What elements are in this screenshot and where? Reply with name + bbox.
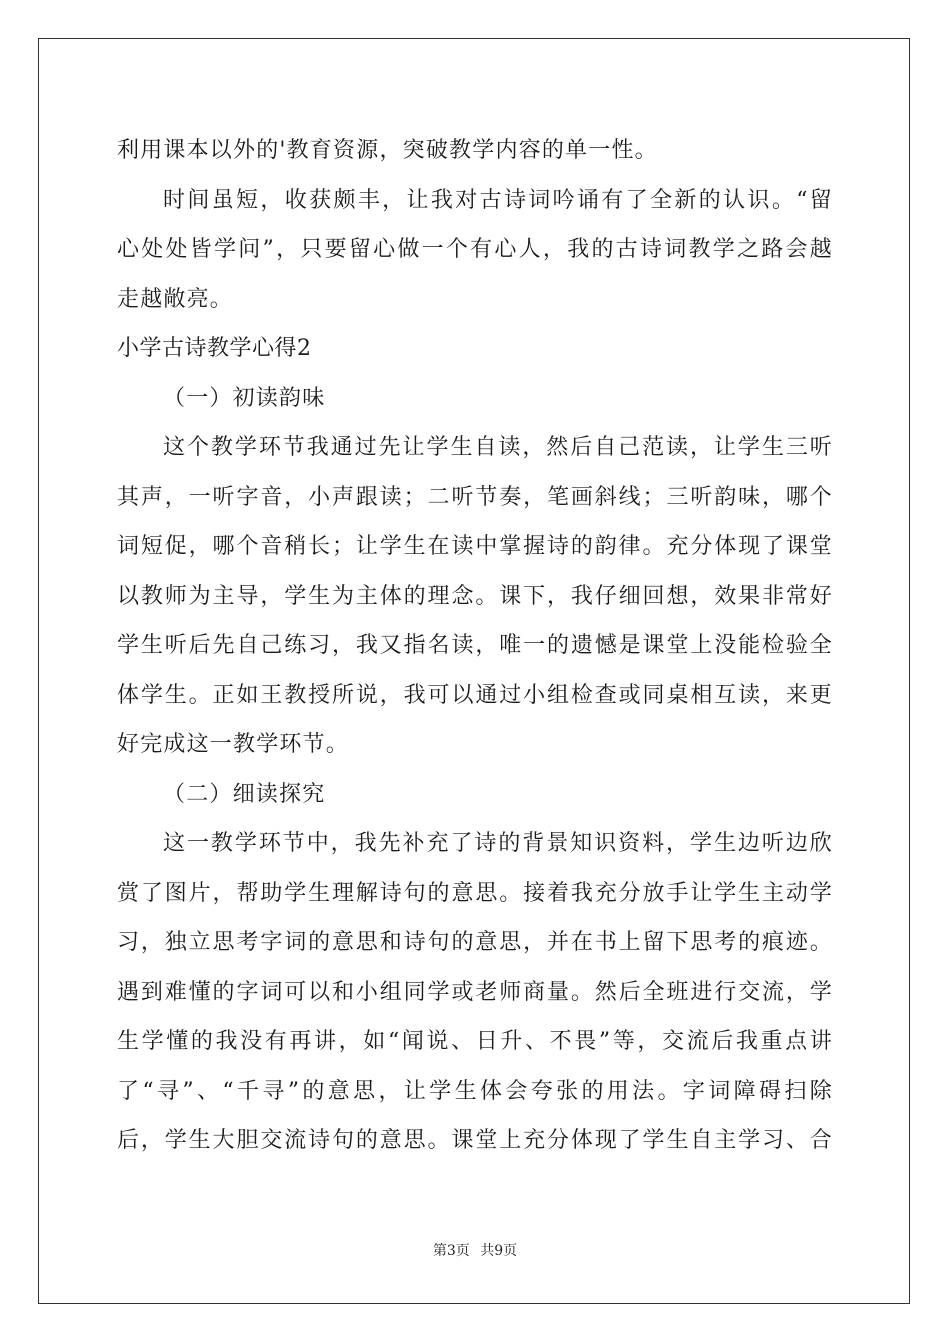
text-line-19: 生学懂的我没有再讲，如“闻说、日升、不畏”等，交流后我重点讲 (117, 1029, 833, 1054)
text-line-16: 赏了图片，帮助学生理解诗句的意思。接着我充分放手让学生主动学 (117, 880, 833, 906)
section-title: 小学古诗教学心得2 (117, 336, 312, 361)
document-body (117, 126, 833, 1166)
text-line-20: 了“寻”、“千寻”的意思，让学生体会夸张的用法。字词障碍扫除 (117, 1078, 833, 1104)
text-line-18: 遇到难懂的字词可以和小组同学或老师商量。然后全班进行交流，学 (117, 979, 833, 1005)
text-line-9: 词短促，哪个音稍长；让学生在读中掌握诗的韵律。充分体现了课堂 (117, 534, 833, 559)
page-footer (0, 1240, 950, 1260)
text-line-1: 利用课本以外的'教育资源，突破教学内容的单一性。 (117, 138, 658, 163)
text-line-17: 习，独立思考字词的意思和诗句的意思，并在书上留下思考的痕迹。 (117, 930, 833, 955)
text-line-21: 后，学生大胆交流诗句的意思。课堂上充分体现了学生自主学习、合 (117, 1128, 833, 1153)
text-line-11: 学生听后先自己练习，我又指名读，唯一的遗憾是课堂上没能检验全 (117, 633, 833, 658)
text-line-3: 心处处皆学问”，只要留心做一个有心人，我的古诗词教学之路会越 (117, 237, 833, 262)
page-total: 共9页 (480, 1243, 518, 1259)
page-number: 第3页 (432, 1243, 470, 1259)
text-line-7: 这个教学环节我通过先让学生自读，然后自己范读，让学生三听 (163, 435, 833, 460)
subheading-1: （一）初读韵味 (163, 385, 326, 411)
text-line-8: 其声，一听字音，小声跟读；二听节奏，笔画斜线；三听韵味，哪个 (117, 484, 833, 510)
text-line-12: 体学生。正如王教授所说，我可以通过小组检查或同桌相互读，来更 (117, 682, 833, 708)
subheading-2: （二）细读探究 (163, 781, 326, 807)
text-line-10: 以教师为主导，学生为主体的理念。课下，我仔细回想，效果非常好 (117, 583, 833, 609)
text-line-13: 好完成这一教学环节。 (117, 732, 350, 757)
text-line-15: 这一教学环节中，我先补充了诗的背景知识资料，学生边听边欣 (163, 831, 833, 856)
text-line-4: 走越敞亮。 (117, 286, 234, 312)
text-line-2: 时间虽短，收获颇丰，让我对古诗词吟诵有了全新的认识。“留 (163, 187, 833, 213)
